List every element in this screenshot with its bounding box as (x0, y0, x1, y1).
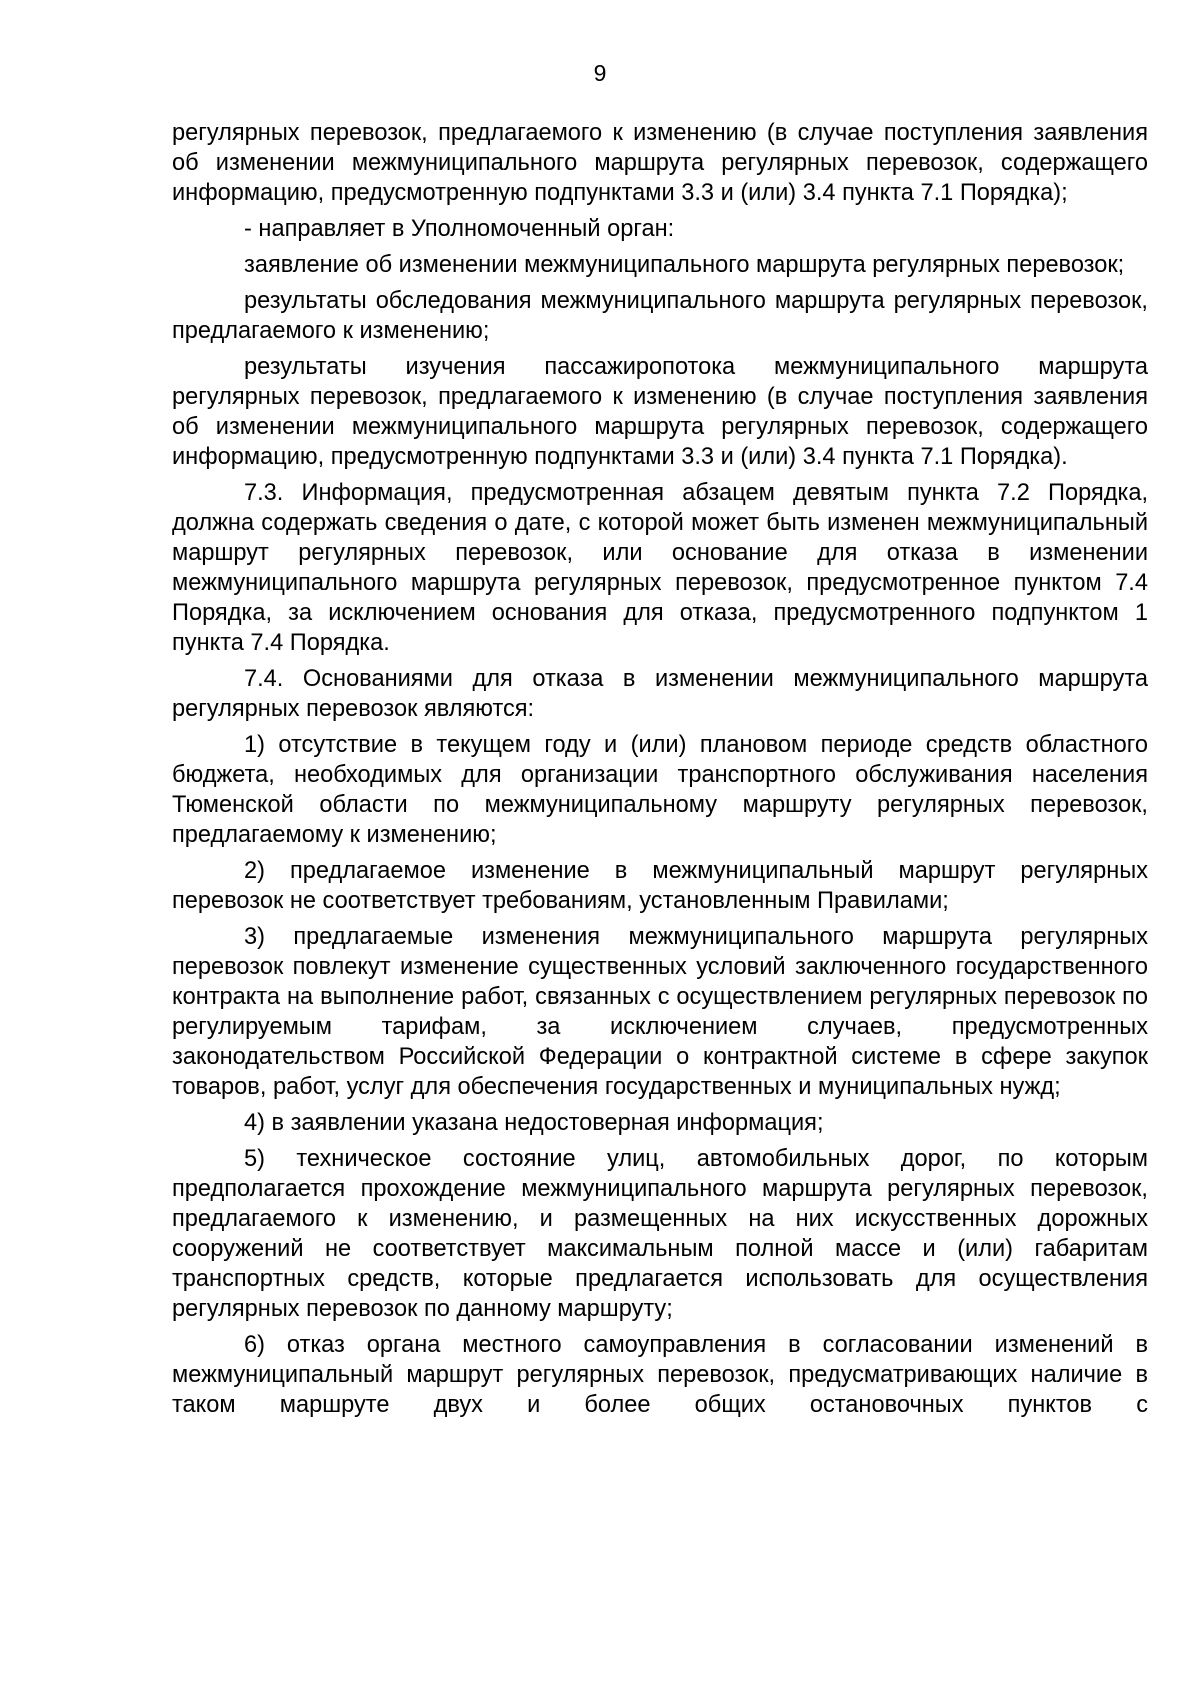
paragraph-3: заявление об изменении межмуниципального маршрута регулярных перевозок; (244, 252, 1125, 278)
page-number: 9 (593, 60, 607, 86)
list-item-5: 5) техническое состояние улиц, автомобильных дорог, по которым предполагается прохождение межмуниципального маршрута регулярных перевозок, предлагаемого к изменению, и размещенных на них искусственных дорожных сооружений не соответствует максимальным полной массе и (или) габаритам транспортных средств, которые предлагается использовать для осуществления регулярных перевозок по данному маршруту; (172, 1146, 1148, 1322)
list-item-4: 4) в заявлении указана недостоверная информация; (244, 1110, 824, 1136)
list-item-3: 3) предлагаемые изменения межмуниципального маршрута регулярных перевозок повлекут изменение существенных условий заключенного государственного контракта на выполнение работ, связанных с осуществлением регулярных перевозок по регулируемым тарифам, за исключением случаев, предусмотренных законодательством Российской Федерации о контрактной системе в сфере закупок товаров, работ, услуг для обеспечения государственных и муниципальных нужд; (172, 924, 1148, 1100)
list-item-6: 6) отказ органа местного самоуправления в согласовании изменений в межмуниципальный маршрут регулярных перевозок, предусматривающих наличие в таком маршруте двух и более общих остановочных пунктов с (172, 1332, 1148, 1418)
paragraph-2: - направляет в Уполномоченный орган: (244, 216, 675, 242)
paragraph-1: регулярных перевозок, предлагаемого к изменению (в случае поступления заявления об изменении межмуниципального маршрута регулярных перевозок, содержащего информацию, предусмотренную подпунктами 3.3 и (или) 3.4 пункта 7.1 Порядка); (172, 120, 1148, 206)
list-item-1: 1) отсутствие в текущем году и (или) плановом периоде средств областного бюджета, необходимых для организации транспортного обслуживания населения Тюменской области по межмуниципальному маршруту регулярных перевозок, предлагаемому к изменению; (172, 732, 1148, 848)
paragraph-5: результаты изучения пассажиропотока межмуниципального маршрута регулярных перевозок, предлагаемого к изменению (в случае поступления заявления об изменении межмуниципального маршрута регулярных перевозок, содержащего информацию, предусмотренную подпунктами 3.3 и (или) 3.4 пункта 7.1 Порядка). (172, 354, 1148, 470)
paragraph-7-3: 7.3. Информация, предусмотренная абзацем девятым пункта 7.2 Порядка, должна содержать сведения о дате, с которой может быть изменен межмуниципальный маршрут регулярных перевозок, или основание для отказа в изменении межмуниципального маршрута регулярных перевозок, предусмотренное пунктом 7.4 Порядка, за исключением основания для отказа, предусмотренного подпунктом 1 пункта 7.4 Порядка. (172, 480, 1148, 656)
paragraph-7-4: 7.4. Основаниями для отказа в изменении межмуниципального маршрута регулярных перевозок являются: (172, 666, 1148, 722)
paragraph-4: результаты обследования межмуниципального маршрута регулярных перевозок, предлагаемого к изменению; (172, 288, 1148, 344)
document-body (172, 118, 1148, 1426)
list-item-2: 2) предлагаемое изменение в межмуниципальный маршрут регулярных перевозок не соответствует требованиям, установленным Правилами; (172, 858, 1148, 914)
